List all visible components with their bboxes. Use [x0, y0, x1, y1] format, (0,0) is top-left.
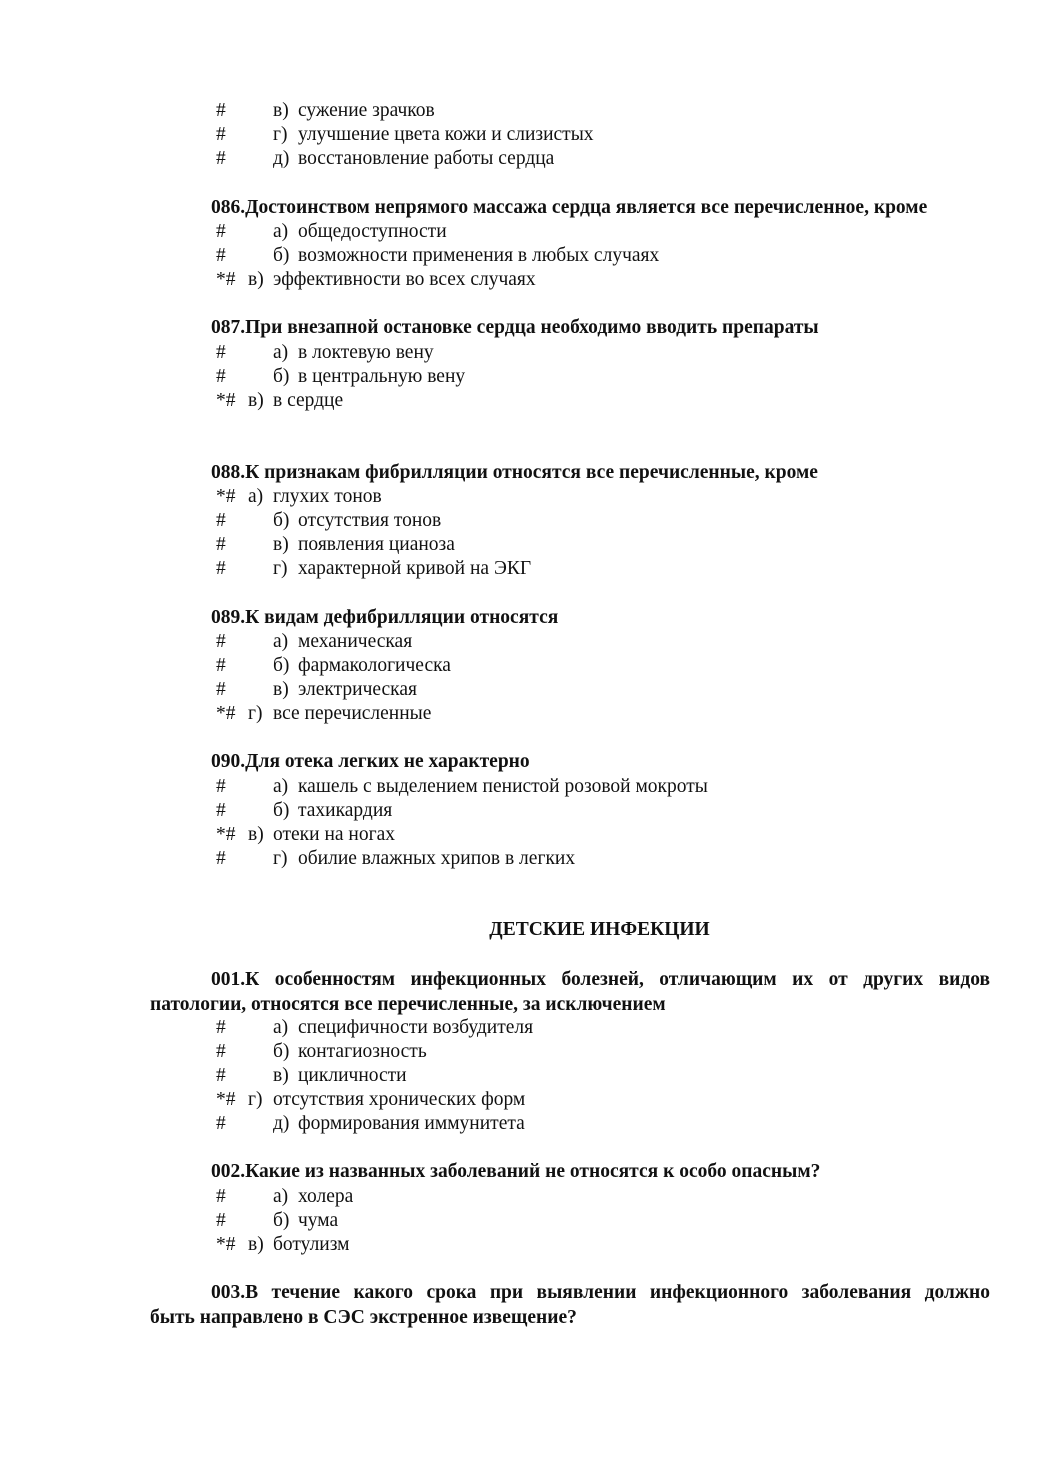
option-text: глухих тонов	[273, 486, 382, 507]
option-marker: #	[216, 655, 226, 676]
option-letter: а)	[273, 631, 289, 652]
option-marker: #	[216, 1210, 226, 1231]
option-letter: б)	[273, 245, 290, 266]
option-marker: #	[216, 776, 226, 797]
option-text: фармакологическа	[298, 655, 451, 676]
option-letter: г)	[273, 558, 288, 579]
option-marker: *#	[216, 1089, 236, 1110]
option-text: эффективности во всех случаях	[273, 269, 536, 290]
option-letter: в)	[273, 679, 289, 700]
option-text: отсутствия тонов	[298, 510, 442, 531]
option-text: сужение зрачков	[298, 100, 435, 121]
option-letter: б)	[273, 510, 290, 531]
option-text: отсутствия хронических форм	[273, 1089, 526, 1110]
option-marker: #	[216, 100, 226, 121]
option-text: все перечисленные	[273, 703, 432, 724]
option-text: отеки на ногах	[273, 824, 396, 845]
option-marker: #	[216, 1186, 226, 1207]
option-marker: #	[216, 1017, 226, 1038]
option-marker: #	[216, 558, 226, 579]
option-letter: в)	[248, 1234, 264, 1255]
question-title-line: патологии, относятся все перечисленные, за исключением	[150, 993, 666, 1015]
option-letter: а)	[273, 221, 289, 242]
option-letter: г)	[273, 124, 288, 145]
option-text: тахикардия	[298, 800, 393, 821]
option-text: появления цианоза	[298, 534, 455, 555]
option-letter: в)	[273, 1065, 289, 1086]
option-text: обилие влажных хрипов в легких	[298, 848, 576, 869]
option-letter: а)	[248, 486, 264, 507]
option-letter: б)	[273, 366, 290, 387]
option-marker: #	[216, 510, 226, 531]
option-text: механическая	[298, 631, 413, 652]
option-letter: г)	[248, 1089, 263, 1110]
option-marker: #	[216, 366, 226, 387]
question-title-line: 003.В течение какого срока при выявлении инфекционного заболевания должно	[211, 1282, 990, 1303]
question-title	[150, 1281, 990, 1330]
option-letter: д)	[273, 1113, 290, 1134]
option-letter: д)	[273, 148, 290, 169]
option-letter: г)	[248, 703, 263, 724]
question-title: 089.К видам дефибрилляции относятся	[211, 607, 559, 628]
option-letter: а)	[273, 1017, 289, 1038]
option-letter: г)	[273, 848, 288, 869]
option-letter: а)	[273, 342, 289, 363]
option-marker: *#	[216, 269, 236, 290]
option-marker: #	[216, 534, 226, 555]
option-text: формирования иммунитета	[298, 1113, 525, 1134]
section-heading: ДЕТСКИЕ ИНФЕКЦИИ	[489, 919, 710, 940]
option-marker: *#	[216, 486, 236, 507]
question-title: 086.Достоинством непрямого массажа сердца является все перечисленное, кроме	[211, 197, 928, 218]
option-marker: *#	[216, 703, 236, 724]
question-title-line: 001.К особенностям инфекционных болезней, отличающим их от других видов	[211, 969, 990, 990]
option-marker: #	[216, 848, 226, 869]
option-text: общедоступности	[298, 221, 447, 242]
option-marker: *#	[216, 390, 236, 411]
option-marker: #	[216, 1041, 226, 1062]
option-letter: б)	[273, 800, 290, 821]
option-letter: в)	[248, 269, 264, 290]
question-title: 090.Для отека легких не характерно	[211, 751, 530, 772]
option-text: контагиозность	[298, 1041, 427, 1062]
option-text: в сердце	[273, 390, 344, 411]
question-title	[150, 968, 990, 1017]
option-text: возможности применения в любых случаях	[298, 245, 660, 266]
question-title: 088.К признакам фибрилляции относятся все перечисленные, кроме	[211, 462, 818, 483]
option-letter: а)	[273, 776, 289, 797]
option-text: специфичности возбудителя	[298, 1017, 534, 1038]
option-marker: #	[216, 1113, 226, 1134]
option-letter: в)	[248, 390, 264, 411]
option-text: характерной кривой на ЭКГ	[298, 558, 532, 579]
question-title: 087.При внезапной остановке сердца необходимо вводить препараты	[211, 317, 819, 338]
option-text: цикличности	[298, 1065, 407, 1086]
option-text: в центральную вену	[298, 366, 466, 387]
option-text: кашель с выделением пенистой розовой мокроты	[298, 776, 708, 797]
option-marker: #	[216, 1065, 226, 1086]
option-text: в локтевую вену	[298, 342, 434, 363]
option-letter: в)	[248, 824, 264, 845]
option-text: восстановление работы сердца	[298, 148, 555, 169]
option-text: холера	[298, 1186, 354, 1207]
option-marker: #	[216, 342, 226, 363]
option-text: улучшение цвета кожи и слизистых	[298, 124, 594, 145]
option-marker: *#	[216, 824, 236, 845]
option-text: ботулизм	[273, 1234, 350, 1255]
option-letter: б)	[273, 1041, 290, 1062]
option-letter: а)	[273, 1186, 289, 1207]
option-letter: в)	[273, 534, 289, 555]
option-marker: #	[216, 245, 226, 266]
option-letter: б)	[273, 1210, 290, 1231]
option-marker: #	[216, 221, 226, 242]
option-marker: #	[216, 124, 226, 145]
option-marker: #	[216, 148, 226, 169]
option-marker: #	[216, 679, 226, 700]
option-marker: #	[216, 631, 226, 652]
question-title: 002.Какие из названных заболеваний не относятся к особо опасным?	[211, 1161, 821, 1182]
option-text: чума	[298, 1210, 339, 1231]
option-letter: б)	[273, 655, 290, 676]
question-title-line: быть направлено в СЭС экстренное извещение?	[150, 1306, 577, 1328]
option-letter: в)	[273, 100, 289, 121]
option-marker: #	[216, 800, 226, 821]
option-marker: *#	[216, 1234, 236, 1255]
option-text: электрическая	[298, 679, 417, 700]
